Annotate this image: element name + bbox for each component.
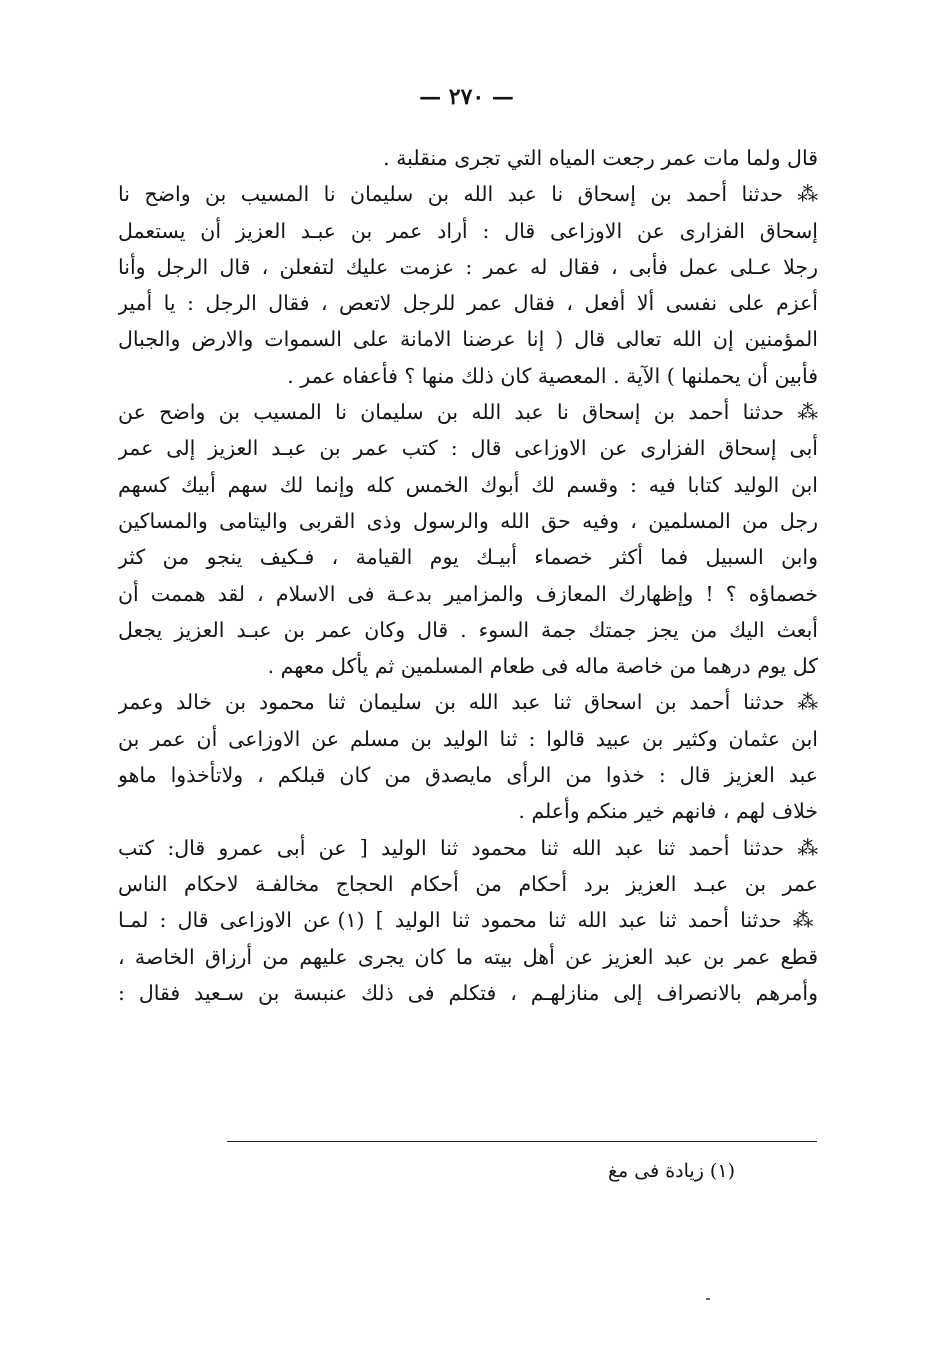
text-line: وأمرهم بالانصراف إلى منازلهـم ، فتكلم فى ذلك عنبسة بن سـعيد فقال :: [118, 980, 818, 1005]
text-line: كل يوم درهما من خاصة ماله فى طعام المسلمين ثم يأكل معهم .: [267, 654, 818, 679]
text-line: قطع عمر بن عبد العزيز عن أهل بيته ما كان يجرى عليهم من أرزاق الخاصة ،: [118, 944, 818, 969]
text-line: عبد العزيز قال : خذوا من الرأى مايصدق من كان قبلكم ، ولاتأخذوا ماهو: [118, 763, 818, 788]
text-line: خلاف لهم ، فانهم خير منكم وأعلم .: [518, 799, 818, 824]
text-line: ابن الوليد كتابا فيه : وقسم لك أبوك الخمس كله وإنما لك سهم أبيك كسهم: [118, 472, 818, 497]
text-line: فأبين أن يحملنها ) الآية . المعصية كان ذلك منها ؟ فأعفاه عمر .: [287, 363, 818, 388]
footnote: (١) زيادة فى مغ: [607, 1160, 735, 1182]
body-text: [118, 140, 818, 1011]
text-line: رجل من المسلمين ، وفيه حق الله والرسول وذى القربى واليتامى والمساكين: [118, 508, 818, 533]
text-line: وابن السبيل فما أكثر خصماء أبيـك يوم القيامة ، فـكيف ينجو من كثر: [118, 545, 818, 570]
text-line: ⁂ حدثنا أحمد ثنا عبد الله ثنا محمود ثنا الوليد [ عن أبى عمرو قال: كتب: [118, 835, 818, 860]
text-line: ⁂ حدثنا أحمد بن إسحاق نا عبد الله بن سليمان نا المسيب بن واضح عن: [118, 400, 818, 425]
text-line: ⁂ حدثنا أحمد بن اسحاق ثنا عبد الله بن سليمان ثنا محمود بن خالد وعمر: [118, 690, 818, 715]
text-line: أعزم على نفسى ألا أفعل ، فقال عمر للرجل لاتعص ، فقال الرجل : يا أمير: [118, 291, 818, 316]
text-line: ⁂ حدثنا أحمد بن إسحاق نا عبد الله بن سليمان نا المسيب بن واضح نا: [118, 182, 818, 207]
text-line: أبعث اليك من يجز جمتك جمة السوء . قال وكان عمر بن عبـد العزيز يجعل: [118, 617, 818, 642]
text-line: إسحاق الفزارى عن الاوزاعى قال : أراد عمر بن عبـد العزيز أن يستعمل: [118, 218, 818, 243]
text-line: خصماؤه ؟ ! وإظهارك المعازف والمزامير بدعـة فى الاسلام ، لقد هممت أن: [118, 581, 818, 606]
scan-speck: [706, 1298, 710, 1300]
text-line: قال ولما مات عمر رجعت المياه التي تجرى منقلبة .: [383, 146, 818, 170]
text-line: ابن عثمان وكثير بن عبيد قالوا : ثنا الوليد بن مسلم عن الاوزاعى أن عمر بن: [118, 726, 818, 751]
text-line: عمر بن عبـد العزيز برد أحكام من أحكام الحجاج مخالفـة لاحكام الناس: [118, 871, 818, 896]
text-line: رجلا عـلى عمل فأبى ، فقال له عمر : عزمت عليك لتفعلن ، قال الرجل وأنا: [118, 254, 818, 279]
text-line: ⁂ حدثنا أحمد ثنا عبد الله ثنا محمود ثنا الوليد ] (١) عن الاوزاعى قال : لمـا: [118, 908, 818, 933]
footnote-divider: [227, 1141, 817, 1142]
text-line: أبى إسحاق الفزارى عن الاوزاعى قال : كتب عمر بن عبـد العزيز إلى عمر: [118, 436, 818, 461]
page-number: — ٢٧٠ —: [419, 84, 514, 110]
text-line: المؤمنين إن الله تعالى قال ( إنا عرضنا الامانة على السموات والارض والجبال: [118, 327, 818, 352]
